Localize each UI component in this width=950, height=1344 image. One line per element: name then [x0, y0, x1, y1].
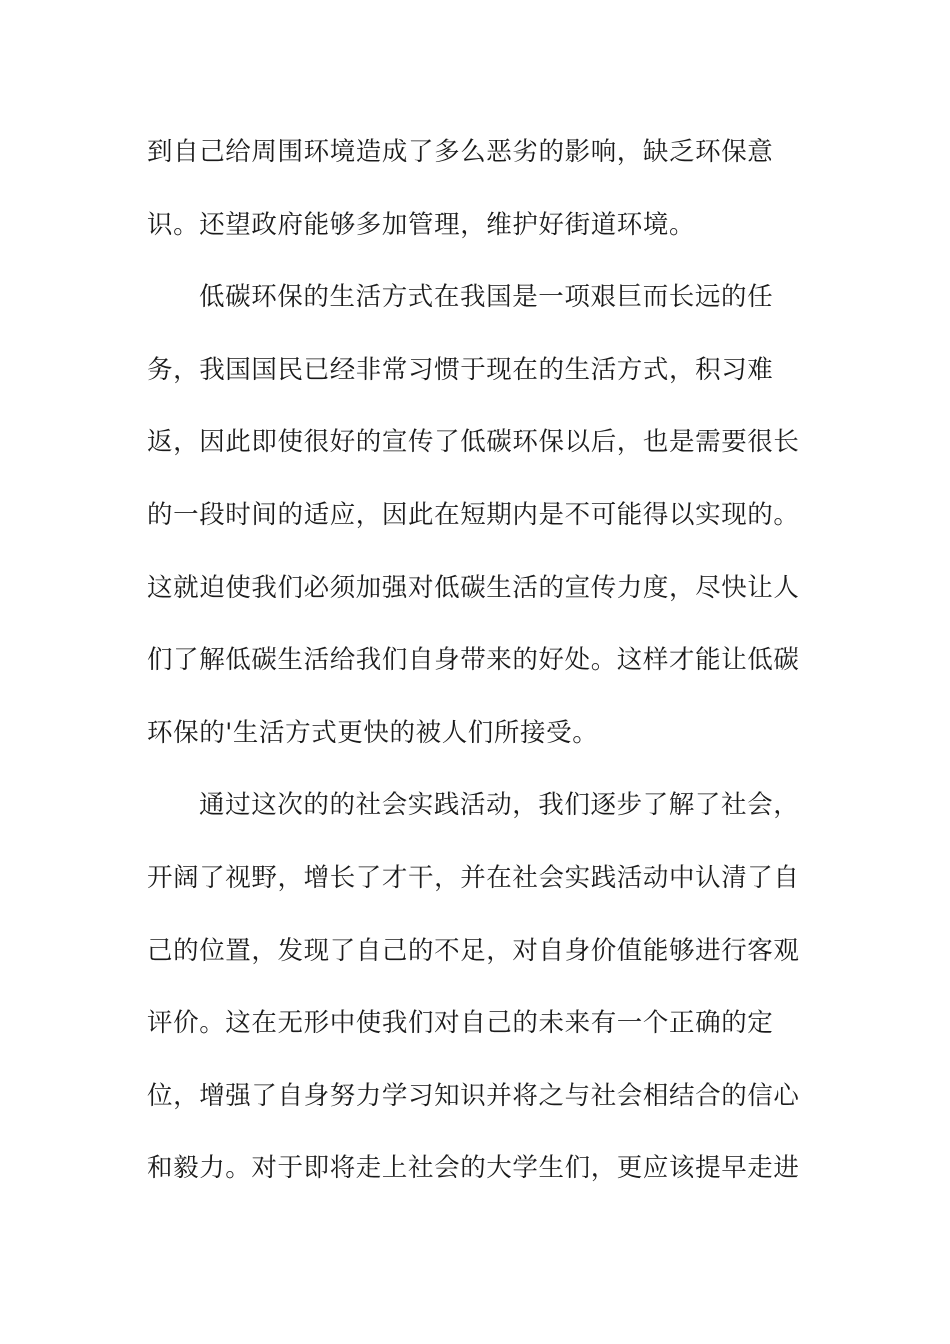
text-line: 环保的'生活方式更快的被人们所接受。: [147, 717, 599, 748]
text-line: 们了解低碳生活给我们自身带来的好处。这样才能让低碳: [147, 645, 800, 676]
text-line: 评价。这在无形中使我们对自己的未来有一个正确的定: [147, 1008, 774, 1039]
text-line: 己的位置，发现了自己的不足，对自身价值能够进行客观: [147, 935, 800, 966]
text-line: 识。还望政府能够多加管理，维护好街道环境。: [147, 209, 696, 240]
text-line: 务，我国国民已经非常习惯于现在的生活方式，积习难: [147, 354, 774, 385]
text-line: 返，因此即使很好的宣传了低碳环保以后，也是需要很长: [147, 427, 800, 458]
text-line: 到自己给周围环境造成了多么恶劣的影响，缺乏环保意: [147, 137, 774, 167]
text-line: 位，增强了自身努力学习知识并将之与社会相结合的信心: [147, 1080, 800, 1111]
paragraph-first-line: 低碳环保的生活方式在我国是一项艰巨而长远的任: [199, 282, 774, 313]
body-text: [147, 128, 800, 1217]
text-line: 和毅力。对于即将走上社会的大学生们，更应该提早走进: [147, 1153, 800, 1184]
text-line: 这就迫使我们必须加强对低碳生活的宣传力度，尽快让人: [147, 572, 800, 603]
text-line: 的一段时间的适应，因此在短期内是不可能得以实现的。: [147, 499, 800, 530]
paragraph-first-line: 通过这次的的社会实践活动，我们逐步了解了社会，: [199, 790, 800, 821]
text-line: 开阔了视野，增长了才干，并在社会实践活动中认清了自: [147, 862, 800, 893]
